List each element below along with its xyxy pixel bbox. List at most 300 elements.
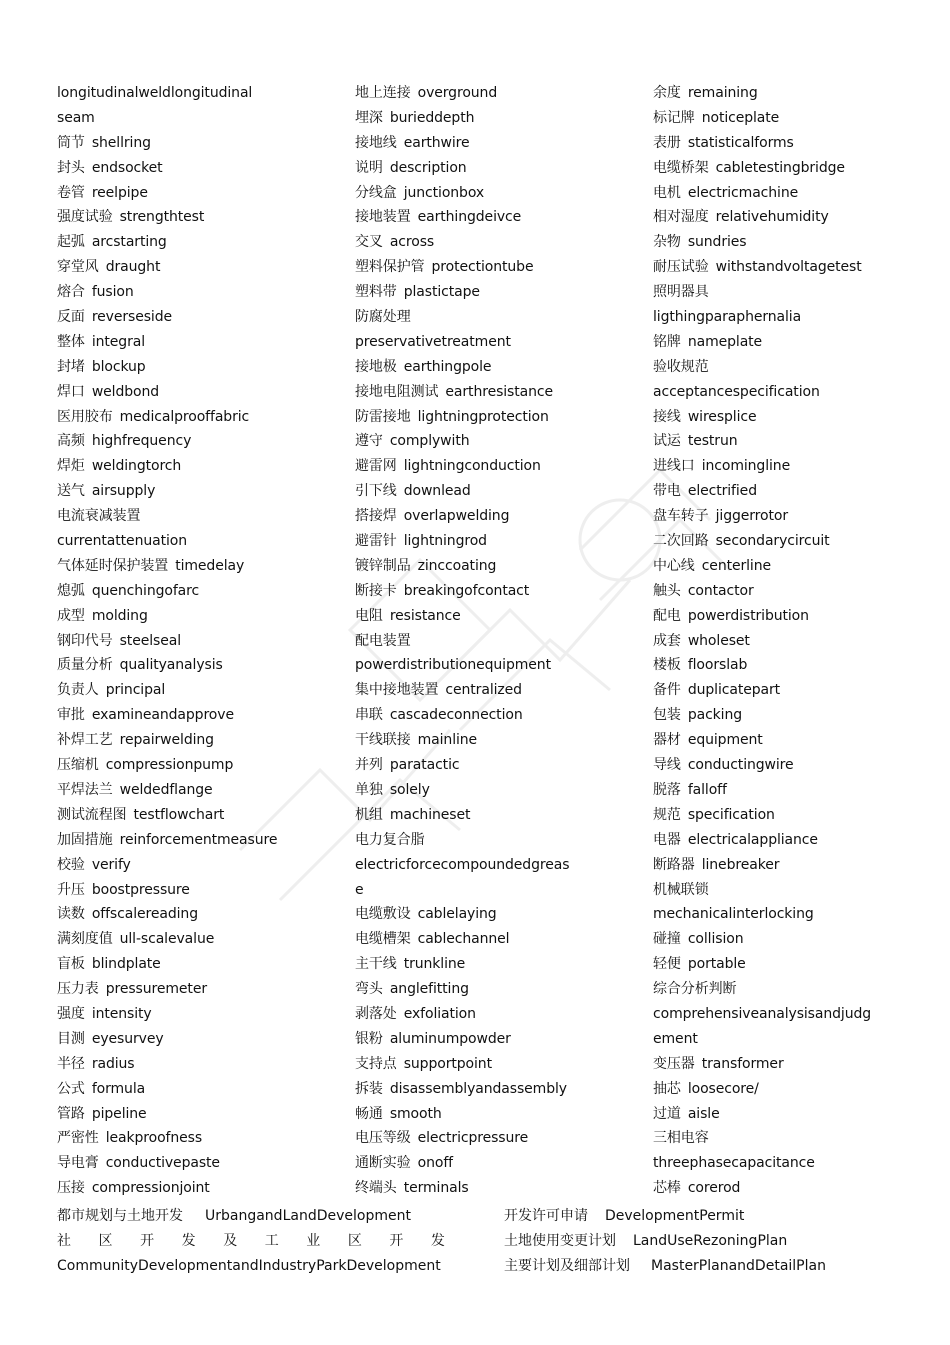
term-english: wiresplice	[687, 408, 757, 425]
glossary-entry	[355, 579, 645, 604]
glossary-entry	[653, 703, 943, 728]
term-chinese: 过道	[653, 1105, 681, 1122]
glossary-entry	[355, 828, 645, 853]
term-english: paratactic	[389, 757, 460, 774]
term-chinese: 串联	[355, 707, 383, 724]
term-english: junctionbox	[403, 184, 485, 201]
term-chinese: 压力表	[57, 981, 99, 998]
glossary-entry	[57, 280, 347, 305]
term-english: lightningconduction	[403, 458, 541, 475]
term-chinese: 焊口	[57, 383, 85, 400]
term-english: secondarycircuit	[715, 533, 830, 550]
glossary-entry	[653, 579, 943, 604]
spaced-char: 业	[306, 1233, 321, 1249]
glossary-entry	[653, 81, 943, 106]
glossary-entry	[653, 678, 943, 703]
glossary-entry	[653, 205, 943, 230]
term-english: resistance	[389, 607, 461, 624]
term-chinese: 强度	[57, 1005, 85, 1022]
glossary-entry	[653, 106, 943, 131]
term-chinese: 支持点	[355, 1055, 397, 1072]
term-chinese: 搭接焊	[355, 508, 397, 525]
term-chinese: 熄弧	[57, 582, 85, 599]
term-chinese: 电流衰减装置	[57, 508, 141, 525]
glossary-entry	[653, 305, 943, 330]
term-chinese: 医用胶布	[57, 408, 113, 425]
term-chinese: 电缆桥架	[653, 159, 709, 176]
bottom-term	[57, 1254, 441, 1279]
glossary-entry	[57, 554, 347, 579]
term-chinese: 验收规范	[653, 358, 709, 375]
term-chinese: 开发许可申请	[504, 1208, 588, 1224]
term-english: statisticalforms	[687, 134, 794, 151]
term-chinese: 反面	[57, 309, 85, 326]
term-chinese: 抽芯	[653, 1080, 681, 1097]
glossary-entry	[57, 629, 347, 654]
term-chinese: 主干线	[355, 956, 397, 973]
term-chinese: 埋深	[355, 109, 383, 126]
glossary-entry	[57, 1052, 347, 1077]
glossary-entry	[355, 1077, 645, 1102]
glossary-entry	[355, 1151, 645, 1176]
term-english: loosecore/	[687, 1080, 759, 1097]
term-english: corerod	[687, 1180, 741, 1197]
term-english: burieddepth	[389, 109, 475, 126]
term-english: downlead	[403, 483, 471, 500]
term-english: solely	[389, 781, 430, 798]
term-english: overlapwelding	[403, 508, 510, 525]
glossary-entry	[57, 255, 347, 280]
term-english: centralized	[445, 682, 522, 699]
term-english: sundries	[687, 234, 747, 251]
term-english: onoff	[417, 1155, 453, 1172]
term-english: overground	[417, 85, 498, 101]
term-chinese: 拆装	[355, 1080, 383, 1097]
glossary-entry	[57, 977, 347, 1002]
glossary-entry	[355, 280, 645, 305]
glossary-entry	[653, 977, 943, 1002]
glossary-entry	[653, 504, 943, 529]
glossary-entry	[355, 952, 645, 977]
term-english: plastictape	[403, 284, 480, 301]
term-chinese: 芯棒	[653, 1180, 681, 1197]
term-chinese: 盘车转子	[653, 508, 709, 525]
term-chinese: 接地极	[355, 358, 397, 375]
glossary-entry	[653, 753, 943, 778]
glossary-entry	[57, 728, 347, 753]
term-english: compressionpump	[105, 757, 234, 774]
term-english: endsocket	[91, 159, 163, 176]
glossary-entry	[57, 156, 347, 181]
glossary-entry	[355, 678, 645, 703]
glossary-entry	[653, 1002, 943, 1027]
term-english: electricpressure	[417, 1130, 529, 1147]
term-chinese: 照明器具	[653, 284, 709, 301]
term-chinese: 银粉	[355, 1030, 383, 1047]
term-english: cascadeconnection	[389, 707, 523, 724]
term-chinese: 防雷接地	[355, 408, 411, 425]
term-chinese: 终端头	[355, 1180, 397, 1197]
glossary-entry	[355, 479, 645, 504]
glossary-entry	[355, 1002, 645, 1027]
spaced-char: 区	[98, 1233, 113, 1249]
spaced-char: 开	[140, 1233, 155, 1249]
term-chinese: 防腐处理	[355, 309, 411, 326]
glossary-entry	[653, 629, 943, 654]
term-english: weldbond	[91, 383, 160, 400]
term-chinese: 整体	[57, 333, 85, 350]
term-chinese: 试运	[653, 433, 681, 450]
term-english: lightningprotection	[417, 408, 549, 425]
term-english: noticeplate	[701, 109, 780, 126]
term-chinese: 规范	[653, 806, 681, 823]
term-english: earthingdeivce	[417, 209, 522, 226]
term-chinese: 半径	[57, 1055, 85, 1072]
glossary-entry	[355, 778, 645, 803]
term-chinese: 严密性	[57, 1130, 99, 1147]
term-chinese: 封堵	[57, 358, 85, 375]
term-english: breakingofcontact	[403, 582, 530, 599]
term-english: LandUseRezoningPlan	[633, 1233, 788, 1249]
term-chinese: 剥落处	[355, 1005, 397, 1022]
spaced-char: 及	[223, 1233, 238, 1249]
term-english: currentattenuation	[57, 533, 188, 550]
term-chinese: 平焊法兰	[57, 781, 113, 798]
term-english: complywith	[389, 433, 470, 450]
term-chinese: 配电装置	[355, 632, 411, 649]
term-english: disassemblyandassembly	[389, 1080, 567, 1097]
glossary-entry	[57, 703, 347, 728]
term-chinese: 送气	[57, 483, 85, 500]
glossary-entry	[653, 1077, 943, 1102]
term-english: earthresistance	[445, 383, 554, 400]
term-chinese: 电阻	[355, 607, 383, 624]
glossary-entry	[355, 429, 645, 454]
glossary-entry	[57, 380, 347, 405]
term-english: equipment	[687, 732, 763, 749]
term-chinese: 带电	[653, 483, 681, 500]
glossary-entry	[653, 230, 943, 255]
term-chinese: 主要计划及细部计划	[504, 1258, 630, 1274]
glossary-entry	[653, 927, 943, 952]
term-english: electricforcecompoundedgreas	[355, 856, 570, 873]
bottom-term	[504, 1254, 826, 1279]
spaced-char: 区	[347, 1233, 362, 1249]
glossary-entry	[355, 853, 645, 878]
glossary-entry	[57, 902, 347, 927]
term-chinese: 负责人	[57, 682, 99, 699]
term-english: blindplate	[91, 956, 161, 973]
term-english: machineset	[389, 806, 471, 823]
term-english: highfrequency	[91, 433, 192, 450]
term-chinese: 备件	[653, 682, 681, 699]
glossary-entry	[355, 305, 645, 330]
term-english: transformer	[701, 1055, 784, 1072]
glossary-entry	[653, 1151, 943, 1176]
term-chinese: 单独	[355, 781, 383, 798]
term-chinese: 杂物	[653, 234, 681, 251]
spaced-char: 发	[181, 1233, 196, 1249]
glossary-entry	[653, 728, 943, 753]
glossary-entry	[653, 380, 943, 405]
term-english: earthingpole	[403, 358, 492, 375]
glossary-entry	[653, 529, 943, 554]
term-chinese: 补焊工艺	[57, 732, 113, 749]
bottom-term	[504, 1204, 744, 1229]
term-english: medicalprooffabric	[119, 408, 250, 425]
term-english: powerdistributionequipment	[355, 657, 551, 674]
glossary-entry	[57, 1027, 347, 1052]
term-chinese: 进线口	[653, 458, 695, 475]
term-english: falloff	[687, 781, 727, 798]
term-chinese: 压接	[57, 1180, 85, 1197]
term-chinese: 避雷网	[355, 458, 397, 475]
term-chinese: 触头	[653, 582, 681, 599]
term-chinese: 轻便	[653, 956, 681, 973]
glossary-entry	[653, 454, 943, 479]
glossary-entry	[355, 927, 645, 952]
term-english: draught	[105, 259, 161, 276]
glossary-entry	[653, 1027, 943, 1052]
glossary-entry	[355, 902, 645, 927]
term-english: radius	[91, 1055, 135, 1072]
glossary-entry	[355, 803, 645, 828]
term-chinese: 余度	[653, 85, 681, 101]
term-english: protectiontube	[431, 259, 534, 276]
term-english: testrun	[687, 433, 738, 450]
term-english: testflowchart	[133, 806, 225, 823]
term-chinese: 镀锌制品	[355, 557, 411, 574]
glossary-entry	[355, 653, 645, 678]
glossary-entry	[57, 106, 347, 131]
term-chinese: 都市规划与土地开发	[57, 1208, 183, 1224]
term-english: terminals	[403, 1180, 469, 1197]
glossary-entry	[653, 778, 943, 803]
glossary-entry	[57, 753, 347, 778]
glossary-entry	[57, 81, 347, 106]
glossary-entry	[57, 355, 347, 380]
term-english: electricalappliance	[687, 831, 818, 848]
term-english: UrbangandLandDevelopment	[205, 1208, 411, 1224]
glossary-entry	[355, 629, 645, 654]
term-chinese: 成型	[57, 607, 85, 624]
term-english: eyesurvey	[91, 1030, 164, 1047]
term-chinese: 集中接地装置	[355, 682, 439, 699]
glossary-entry	[57, 131, 347, 156]
glossary-entry	[355, 1176, 645, 1201]
term-chinese: 分线盒	[355, 184, 397, 201]
spaced-char: 开	[389, 1233, 404, 1249]
term-chinese: 接地线	[355, 134, 397, 151]
term-english: centerline	[701, 557, 772, 574]
term-chinese: 接地电阻测试	[355, 383, 439, 400]
glossary-entry	[57, 579, 347, 604]
term-english: ligthingparaphernalia	[653, 309, 802, 326]
term-english: exfoliation	[403, 1005, 476, 1022]
glossary-entry	[355, 156, 645, 181]
term-english: reelpipe	[91, 184, 148, 201]
term-english: powerdistribution	[687, 607, 809, 624]
term-english: repairwelding	[119, 732, 214, 749]
term-english: DevelopmentPermit	[605, 1208, 745, 1224]
term-english: pipeline	[91, 1105, 147, 1122]
glossary-entry	[57, 479, 347, 504]
glossary-entry	[57, 952, 347, 977]
glossary-entry	[653, 604, 943, 629]
term-chinese: 高频	[57, 433, 85, 450]
glossary-entry	[57, 454, 347, 479]
term-chinese: 塑料保护管	[355, 259, 425, 276]
term-english: specification	[687, 806, 775, 823]
term-english: jiggerrotor	[715, 508, 789, 525]
term-english: lightningrod	[403, 533, 487, 550]
glossary-entry	[57, 1002, 347, 1027]
bottom-row-2	[57, 1229, 907, 1254]
term-english: leakproofness	[105, 1130, 203, 1147]
term-english: relativehumidity	[715, 209, 829, 226]
term-english: shellring	[91, 134, 151, 151]
term-english: electricmachine	[687, 184, 799, 201]
glossary-entry	[57, 230, 347, 255]
term-chinese: 盲板	[57, 956, 85, 973]
term-english: principal	[105, 682, 166, 699]
term-english: zinccoating	[417, 557, 497, 574]
glossary-entry	[57, 504, 347, 529]
term-chinese: 相对湿度	[653, 209, 709, 226]
glossary-entry	[355, 703, 645, 728]
glossary-entry	[653, 1052, 943, 1077]
glossary-entry	[653, 902, 943, 927]
glossary-entry	[653, 156, 943, 181]
term-english: verify	[91, 856, 131, 873]
glossary-entry	[355, 405, 645, 430]
term-chinese: 满刻度值	[57, 931, 113, 948]
glossary-entry	[57, 405, 347, 430]
term-english: timedelay	[175, 557, 245, 574]
term-chinese: 导电膏	[57, 1155, 99, 1172]
glossary-entry	[355, 1052, 645, 1077]
term-chinese: 中心线	[653, 557, 695, 574]
term-english: linebreaker	[701, 856, 780, 873]
term-chinese: 焊炬	[57, 458, 85, 475]
glossary-entry	[653, 405, 943, 430]
term-english: qualityanalysis	[119, 657, 223, 674]
term-english: reinforcementmeasure	[119, 831, 278, 848]
term-chinese: 耐压试验	[653, 259, 709, 276]
term-english: integral	[91, 333, 145, 350]
glossary-entry	[653, 355, 943, 380]
glossary-entry	[355, 181, 645, 206]
term-english: pressuremeter	[105, 981, 207, 998]
glossary-entry	[355, 604, 645, 629]
glossary-entry	[355, 753, 645, 778]
term-chinese: 通断实验	[355, 1155, 411, 1172]
glossary-entry	[57, 927, 347, 952]
term-chinese: 畅通	[355, 1105, 383, 1122]
term-chinese: 管路	[57, 1105, 85, 1122]
glossary-entry	[57, 205, 347, 230]
term-english: steelseal	[119, 632, 181, 649]
term-chinese: 引下线	[355, 483, 397, 500]
term-english: fusion	[91, 284, 134, 301]
term-chinese: 筒节	[57, 134, 85, 151]
term-english: boostpressure	[91, 881, 190, 898]
term-chinese: 目测	[57, 1030, 85, 1047]
term-chinese: 二次回路	[653, 533, 709, 550]
term-chinese: 碰撞	[653, 931, 681, 948]
term-chinese: 接线	[653, 408, 681, 425]
glossary-entry	[653, 255, 943, 280]
term-english: strengthtest	[119, 209, 205, 226]
term-chinese: 封头	[57, 159, 85, 176]
glossary-entry	[355, 106, 645, 131]
term-english: floorslab	[687, 657, 748, 674]
term-english: blockup	[91, 358, 146, 375]
glossary-column-2	[355, 81, 645, 1201]
term-chinese: 电力复合脂	[355, 831, 425, 848]
term-chinese: 审批	[57, 707, 85, 724]
term-english: aisle	[687, 1105, 720, 1122]
term-chinese: 地上连接	[355, 85, 411, 101]
term-english: conductingwire	[687, 757, 794, 774]
term-chinese: 脱落	[653, 781, 681, 798]
term-chinese: 压缩机	[57, 757, 99, 774]
term-chinese: 器材	[653, 732, 681, 749]
bottom-row-3	[57, 1254, 907, 1279]
term-chinese: 楼板	[653, 657, 681, 674]
term-chinese: 机组	[355, 806, 383, 823]
glossary-entry	[57, 305, 347, 330]
glossary-entry	[653, 653, 943, 678]
term-english: ement	[653, 1030, 698, 1047]
term-chinese: 电缆槽架	[355, 931, 411, 948]
bottom-term	[57, 1204, 411, 1229]
glossary-entry	[653, 853, 943, 878]
term-english: electrified	[687, 483, 757, 500]
term-chinese: 表册	[653, 134, 681, 151]
term-english: seam	[57, 109, 95, 126]
term-chinese: 标记牌	[653, 109, 695, 126]
term-english: remaining	[687, 85, 758, 101]
glossary-entry	[355, 1126, 645, 1151]
glossary-entry	[355, 380, 645, 405]
term-english: packing	[687, 707, 743, 724]
term-chinese: 穿堂风	[57, 259, 99, 276]
glossary-entry	[57, 181, 347, 206]
bottom-glossary-block	[57, 1204, 907, 1279]
term-english: trunkline	[403, 956, 466, 973]
term-chinese: 并列	[355, 757, 383, 774]
term-chinese: 三相电容	[653, 1130, 709, 1147]
term-chinese: 断路器	[653, 856, 695, 873]
term-chinese: 读数	[57, 906, 85, 923]
term-english: cabletestingbridge	[715, 159, 845, 176]
glossary-entry	[57, 604, 347, 629]
term-english: molding	[91, 607, 148, 624]
term-chinese: 质量分析	[57, 657, 113, 674]
glossary-entry	[653, 479, 943, 504]
glossary-entry	[57, 778, 347, 803]
term-english: preservativetreatment	[355, 333, 511, 350]
term-english: threephasecapacitance	[653, 1155, 815, 1172]
term-chinese: 电压等级	[355, 1130, 411, 1147]
term-english: cablechannel	[417, 931, 510, 948]
glossary-entry	[653, 828, 943, 853]
term-chinese: 公式	[57, 1080, 85, 1097]
glossary-entry	[653, 1102, 943, 1127]
term-chinese: 导线	[653, 757, 681, 774]
term-chinese: 测试流程图	[57, 806, 127, 823]
